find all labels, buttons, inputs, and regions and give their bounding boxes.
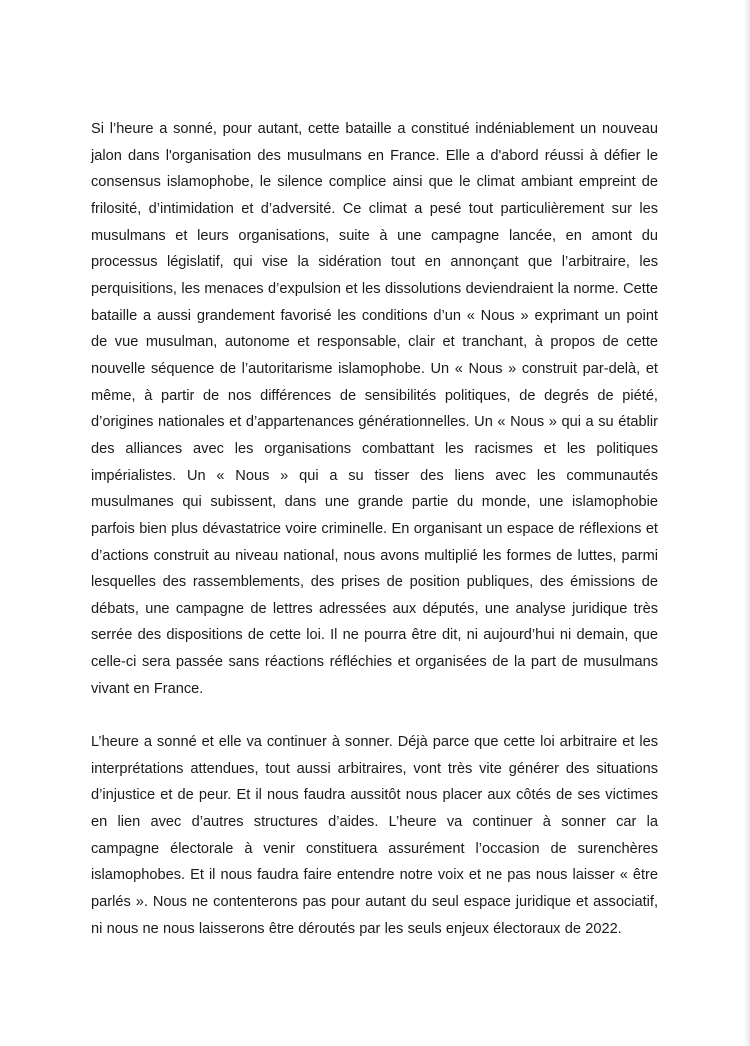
paragraph-1: Si l’heure a sonné, pour autant, cette bataille a constitué indéniablement un nouveau jalon dans l'organisation des musulmans en France. Elle a d'abord réussi à défier le consensus islamophobe, le silence complice ainsi que le climat ambiant empreint de frilosité, d’intimidation et d’adversité. Ce climat a pesé tout particulièrement sur les musulmans et leurs organisations, suite à une campagne lancée, en amont du processus législatif, qui vise la sidération tout en annonçant que l’arbitraire, les perquisitions, les menaces d’expulsion et les dissolutions deviendraient la norme. Cette bataille a aussi grandement favorisé les conditions d’un « Nous » exprimant un point de vue musulman, autonome et responsable, clair et tranchant, à propos de cette nouvelle séquence de l’autoritarisme islamophobe. Un « Nous » construit par-delà, et même, à partir de nos différences de sensibilités politiques, de degrés de piété, d’origines nationales et d’appartenances générationnelles. Un « Nous » qui a su établir des alliances avec les organisations combattant les racismes et les politiques impérialistes. Un « Nous » qui a su tisser des liens avec les communautés musulmanes qui subissent, dans une grande partie du monde, une islamophobie parfois bien plus dévastatrice voire criminelle. En organisant un espace de réflexions et d’actions construit au niveau national, nous avons multiplié les formes de luttes, parmi lesquelles des rassemblements, des prises de position publiques, des émissions de débats, une campagne de lettres adressées aux députés, une analyse juridique très serrée des dispositions de cette loi. Il ne pourra être dit, ni aujourd’hui ni demain, que celle-ci sera passée sans réactions réfléchies et organisées de la part de musulmans vivant en France. [91,121,658,697]
paragraph-2: L’heure a sonné et elle va continuer à sonner. Déjà parce que cette loi arbitraire et les interprétations attendues, tout aussi arbitraires, vont très vite générer des situations d’injustice et de peur. Et il nous faudra aussitôt nous placer aux côtés de ses victimes en lien avec d’autres structures d’aides. L’heure va continuer à sonner car la campagne électorale à venir constituera assurément l’occasion de surenchères islamophobes. Et il nous faudra faire entendre notre voix et ne pas nous laisser « être parlés ». Nous ne contenterons pas pour autant du seul espace juridique et associatif, ni nous ne nous laisserons être déroutés par les seuls enjeux électoraux de 2022. [91,734,658,937]
page-edge-shadow [744,0,750,1046]
document-body [91,116,658,942]
